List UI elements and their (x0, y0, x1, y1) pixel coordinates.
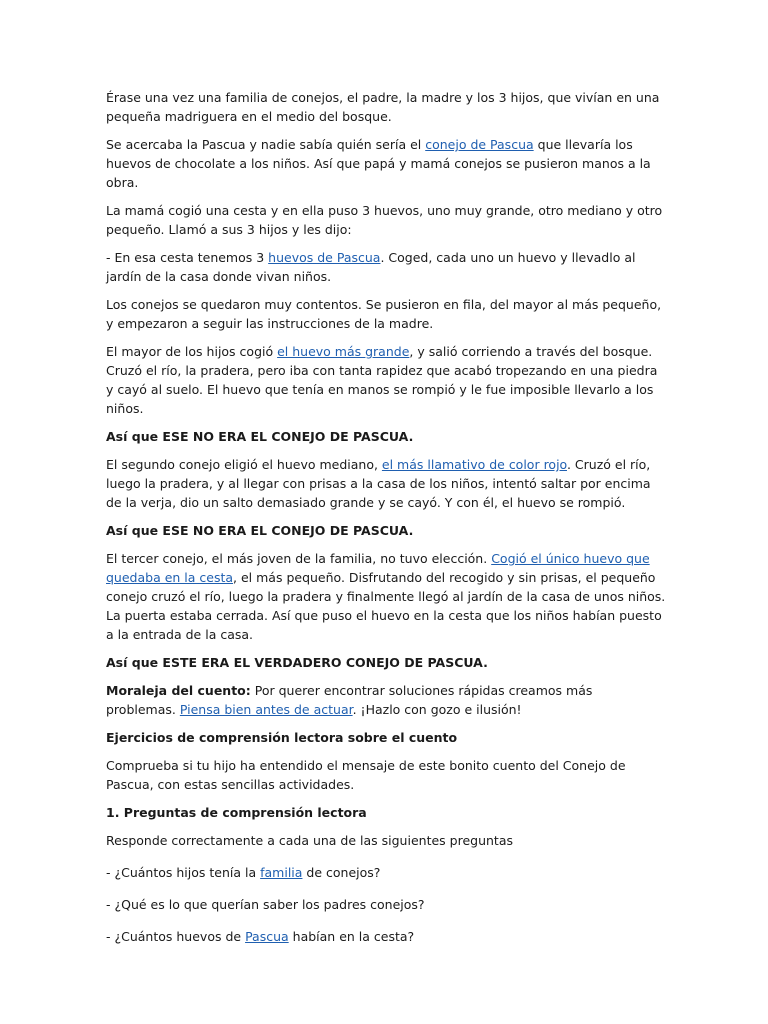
paragraph-text: Así que ESE NO ERA EL CONEJO DE PASCUA. (106, 523, 414, 538)
paragraph-text: Responde correctamente a cada una de las siguientes preguntas (106, 833, 513, 848)
paragraph-text: habían en la cesta? (288, 929, 415, 944)
paragraph-text: , el más pequeño. Disfrutando del recogido y sin prisas, el pequeño conejo cruzó el río, luego la pradera y finalmente llegó al jardín de la casa de unos niños. La puerta estaba cerrada. Así que puso el huevo en la cesta que los niños habían puesto a la entrada de la casa. (106, 570, 666, 642)
section-heading-preguntas (106, 803, 666, 822)
paragraph-text: El segundo conejo eligió el huevo mediano, (106, 457, 382, 472)
conclusion-second (106, 521, 666, 540)
link-unico-huevo[interactable]: Cogió el único huevo que quedaba en la cesta (106, 551, 650, 585)
link-color-rojo[interactable]: el más llamativo de color rojo (381, 457, 567, 472)
question-1 (106, 863, 666, 882)
paragraph-text: - ¿Cuántos huevos de (106, 929, 246, 944)
question-2 (106, 895, 666, 914)
link-familia[interactable]: familia (260, 865, 303, 880)
paragraph-text: Comprueba si tu hijo ha entendido el mensaje de este bonito cuento del Conejo de Pascua, con estas sencillas actividades. (106, 758, 626, 792)
paragraph-moraleja (106, 681, 666, 719)
section-heading-ejercicios (106, 728, 666, 747)
link-piensa-bien[interactable]: Piensa bien antes de actuar (179, 702, 353, 717)
question-3 (106, 927, 666, 946)
conclusion-third (106, 653, 666, 672)
paragraph-comprueba (106, 756, 666, 794)
paragraph-text: El tercer conejo, el más joven de la familia, no tuvo elección. (106, 551, 492, 566)
link-huevo-mas-grande[interactable]: el huevo más grande (277, 344, 410, 359)
paragraph-cesta (106, 201, 666, 239)
paragraph-mayor (106, 342, 666, 418)
paragraph-text: Se acercaba la Pascua y nadie sabía quién sería el (106, 137, 426, 152)
conclusion-first (106, 427, 666, 446)
paragraph-text: Así que ESE NO ERA EL CONEJO DE PASCUA. (106, 429, 414, 444)
paragraph-fila (106, 295, 666, 333)
paragraph-text: 1. Preguntas de comprensión lectora (106, 805, 367, 820)
paragraph-intro (106, 88, 666, 126)
paragraph-text: Por querer encontrar soluciones rápidas creamos más problemas. (106, 683, 593, 717)
link-huevos-de-pascua[interactable]: huevos de Pascua (268, 250, 381, 265)
paragraph-text: Los conejos se quedaron muy contentos. Se pusieron en fila, del mayor al más pequeño, y empezaron a seguir las instrucciones de la madre. (106, 297, 662, 331)
paragraph-text: - En esa cesta tenemos 3 (106, 250, 269, 265)
paragraph-text: Ejercicios de comprensión lectora sobre el cuento (106, 730, 458, 745)
paragraph-text: , y salió corriendo a través del bosque. Cruzó el río, la pradera, pero iba con tanta rapidez que acabó tropezando en una piedra y cayó al suelo. El huevo que tenía en manos se rompió y le fue imposible llevarlo a los niños. (106, 344, 658, 416)
paragraph-text: . ¡Hazlo con gozo e ilusión! (352, 702, 522, 717)
paragraph-responde (106, 831, 666, 850)
paragraph-text: de conejos? (302, 865, 381, 880)
document-page (106, 88, 666, 946)
paragraph-dialogue (106, 248, 666, 286)
paragraph-text: La mamá cogió una cesta y en ella puso 3 huevos, uno muy grande, otro mediano y otro pequeño. Llamó a sus 3 hijos y les dijo: (106, 203, 663, 237)
paragraph-text: - ¿Qué es lo que querían saber los padres conejos? (106, 897, 425, 912)
paragraph-text: Así que ESTE ERA EL VERDADERO CONEJO DE PASCUA. (106, 655, 488, 670)
paragraph-pascua (106, 135, 666, 192)
paragraph-text: . Cruzó el río, luego la pradera, y al llegar con prisas a la casa de los niños, intentó saltar por encima de la verja, dio un salto demasiado grande y se cayó. Y con él, el huevo se rompió. (106, 457, 651, 510)
paragraph-text: Érase una vez una familia de conejos, el padre, la madre y los 3 hijos, que vivían en una pequeña madriguera en el medio del bosque. (106, 90, 660, 124)
paragraph-text: El mayor de los hijos cogió (106, 344, 278, 359)
moraleja-label: Moraleja del cuento: (106, 683, 251, 698)
link-conejo-de-pascua[interactable]: conejo de Pascua (425, 137, 534, 152)
paragraph-text: - ¿Cuántos hijos tenía la (106, 865, 261, 880)
paragraph-tercer (106, 549, 666, 644)
link-pascua[interactable]: Pascua (245, 929, 289, 944)
paragraph-text: . Coged, cada uno un huevo y llevadlo al jardín de la casa donde vivan niños. (106, 250, 636, 284)
paragraph-text: que llevaría los huevos de chocolate a los niños. Así que papá y mamá conejos se pusieron manos a la obra. (106, 137, 651, 190)
paragraph-segundo (106, 455, 666, 512)
